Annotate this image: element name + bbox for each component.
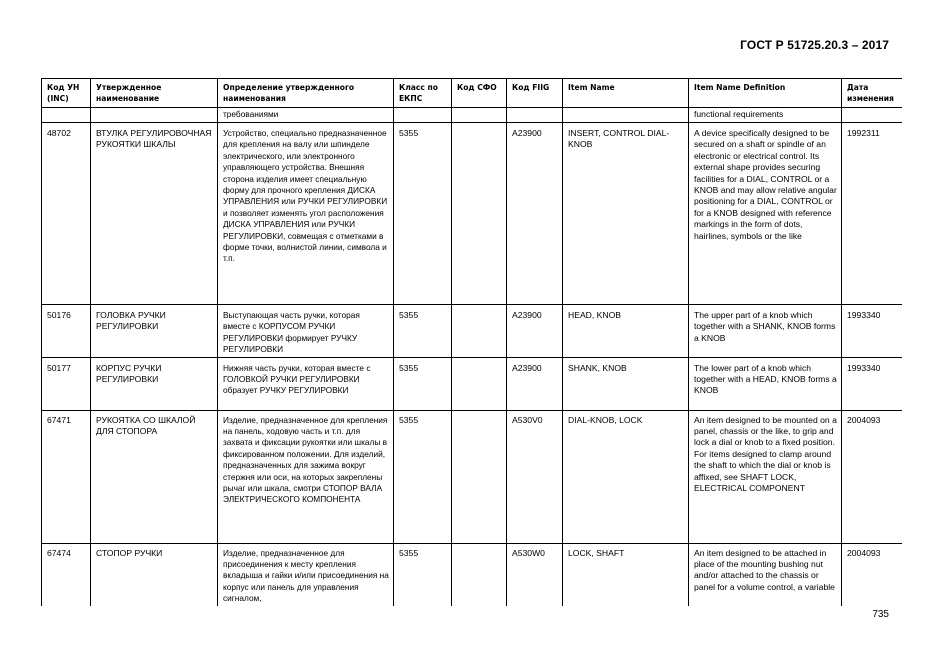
cell-sfo [452, 543, 507, 606]
document-code: ГОСТ Р 51725.20.3 – 2017 [740, 38, 889, 52]
cell-class: 5355 [394, 123, 452, 305]
cell-item-definition: functional requirements [689, 108, 842, 123]
cell-date [842, 108, 903, 123]
table-row [42, 410, 903, 543]
cell-definition: Изделие, предназначенное для присоединения к месту крепления вкладыша и гайки и/или присоединения на корпус или панель для управления сигналом, [218, 543, 394, 606]
cell-sfo [452, 305, 507, 358]
cell-definition: Устройство, специально предназначенное для крепления на валу или шпинделе электрического, или электронного управляющего устройства. Внешняя сторона изделия имеет специальную форму для прочного крепления ДИСКА УПРАВЛЕНИЯ или РУЧКИ РЕГУЛИРОВКИ и позволяет изменять угол расположения ДИСКА УПРАВЛЕНИЯ или РУЧКИ РЕГУЛИРОВКИ, совмещая с отметками в форме точки, волнистой линии, символа и т.п. [218, 123, 394, 305]
column-header-item-name: Item Name [563, 79, 689, 108]
cell-definition: Изделие, предназначенное для крепления на панель, ходовую часть и т.п. для захвата и фиксации рукоятки или шкалы в фиксированном положении. Для изделий, предназначенных для зажима вокруг стержня или оси, на которых закреплены рычаг или шкала, смотри СТОПОР ВАЛА ЭЛЕКТРИЧЕСКОГО КОМПОНЕНТА [218, 410, 394, 543]
cell-sfo [452, 410, 507, 543]
cell-date: 1993340 [842, 357, 903, 410]
cell-inc: 48702 [42, 123, 91, 305]
cell-date: 2004093 [842, 410, 903, 543]
cell-inc [42, 108, 91, 123]
cell-definition: Нижняя часть ручки, которая вместе с ГОЛОВКОЙ РУЧКИ РЕГУЛИРОВКИ образует РУЧКУ РЕГУЛИРОВКИ [218, 357, 394, 410]
cell-date: 1992311 [842, 123, 903, 305]
cell-item-name: DIAL-KNOB, LOCK [563, 410, 689, 543]
cell-class: 5355 [394, 410, 452, 543]
column-header-fiig: Код FIIG [507, 79, 563, 108]
table-header-row [42, 79, 903, 108]
cell-inc: 67471 [42, 410, 91, 543]
cell-item-definition: A device specifically designed to be secured on a shaft or spindle of an electronic or electrical control. Its external shape provides securing facilities for a DIAL, CONTROL or a KNOB and may allow relative angular positioning for a DIAL, CONTROL or for a KNOB designed with reference markings in the form of dots, hairlines, symbols or the like [689, 123, 842, 305]
cell-item-name: HEAD, KNOB [563, 305, 689, 358]
cell-item-name: INSERT, CONTROL DIAL-KNOB [563, 123, 689, 305]
table-row [42, 543, 903, 606]
column-header-sfo: Код СФО [452, 79, 507, 108]
column-header-class: Класс по ЕКПС [394, 79, 452, 108]
cell-item-definition: An item designed to be attached in place of the mounting bushing nut and/or attached to the chassis or panel for a volume control, a variable [689, 543, 842, 606]
cell-name: РУКОЯТКА СО ШКАЛОЙ ДЛЯ СТОПОРА [91, 410, 218, 543]
cell-name: СТОПОР РУЧКИ [91, 543, 218, 606]
cell-name: ВТУЛКА РЕГУЛИРОВОЧНАЯ РУКОЯТКИ ШКАЛЫ [91, 123, 218, 305]
cell-fiig: A23900 [507, 123, 563, 305]
cell-item-name [563, 108, 689, 123]
column-header-item-definition: Item Name Definition [689, 79, 842, 108]
cell-name: КОРПУС РУЧКИ РЕГУЛИРОВКИ [91, 357, 218, 410]
cell-definition: Выступающая часть ручки, которая вместе с КОРПУСОМ РУЧКИ РЕГУЛИРОВКИ формирует РУЧКУ РЕГУЛИРОВКИ [218, 305, 394, 358]
cell-fiig [507, 108, 563, 123]
cell-class: 5355 [394, 543, 452, 606]
column-header-definition: Определение утвержденного наименования [218, 79, 394, 108]
cell-item-definition: The lower part of a knob which together with a HEAD, KNOB forms a KNOB [689, 357, 842, 410]
column-header-date: Дата изменения [842, 79, 903, 108]
page-number: 735 [872, 609, 889, 620]
cell-date: 1993340 [842, 305, 903, 358]
cell-name: ГОЛОВКА РУЧКИ РЕГУЛИРОВКИ [91, 305, 218, 358]
cell-definition: требованиями [218, 108, 394, 123]
table-row [42, 123, 903, 305]
cell-fiig: A23900 [507, 357, 563, 410]
table-row [42, 305, 903, 358]
cell-sfo [452, 108, 507, 123]
cell-class: 5355 [394, 357, 452, 410]
classification-table-container [41, 78, 902, 606]
cell-item-definition: An item designed to be mounted on a panel, chassis or the like, to grip and lock a dial or knob to a fixed position. For items designed to clamp around the shaft to which the dial or knob is affixed, see SHAFT LOCK, ELECTRICAL COMPONENT [689, 410, 842, 543]
column-header-inc: Код УН (INC) [42, 79, 91, 108]
cell-inc: 50176 [42, 305, 91, 358]
cell-inc: 50177 [42, 357, 91, 410]
cell-class [394, 108, 452, 123]
column-header-approved-name: Утвержденное наименование [91, 79, 218, 108]
table-row-continuation [42, 108, 903, 123]
cell-item-name: LOCK, SHAFT [563, 543, 689, 606]
classification-table [41, 78, 902, 606]
cell-sfo [452, 123, 507, 305]
cell-item-name: SHANK, KNOB [563, 357, 689, 410]
cell-fiig: A23900 [507, 305, 563, 358]
cell-fiig: A530W0 [507, 543, 563, 606]
cell-date: 2004093 [842, 543, 903, 606]
cell-sfo [452, 357, 507, 410]
cell-name [91, 108, 218, 123]
cell-item-definition: The upper part of a knob which together with a SHANK, KNOB forms a KNOB [689, 305, 842, 358]
cell-class: 5355 [394, 305, 452, 358]
table-row [42, 357, 903, 410]
cell-fiig: A530V0 [507, 410, 563, 543]
cell-inc: 67474 [42, 543, 91, 606]
